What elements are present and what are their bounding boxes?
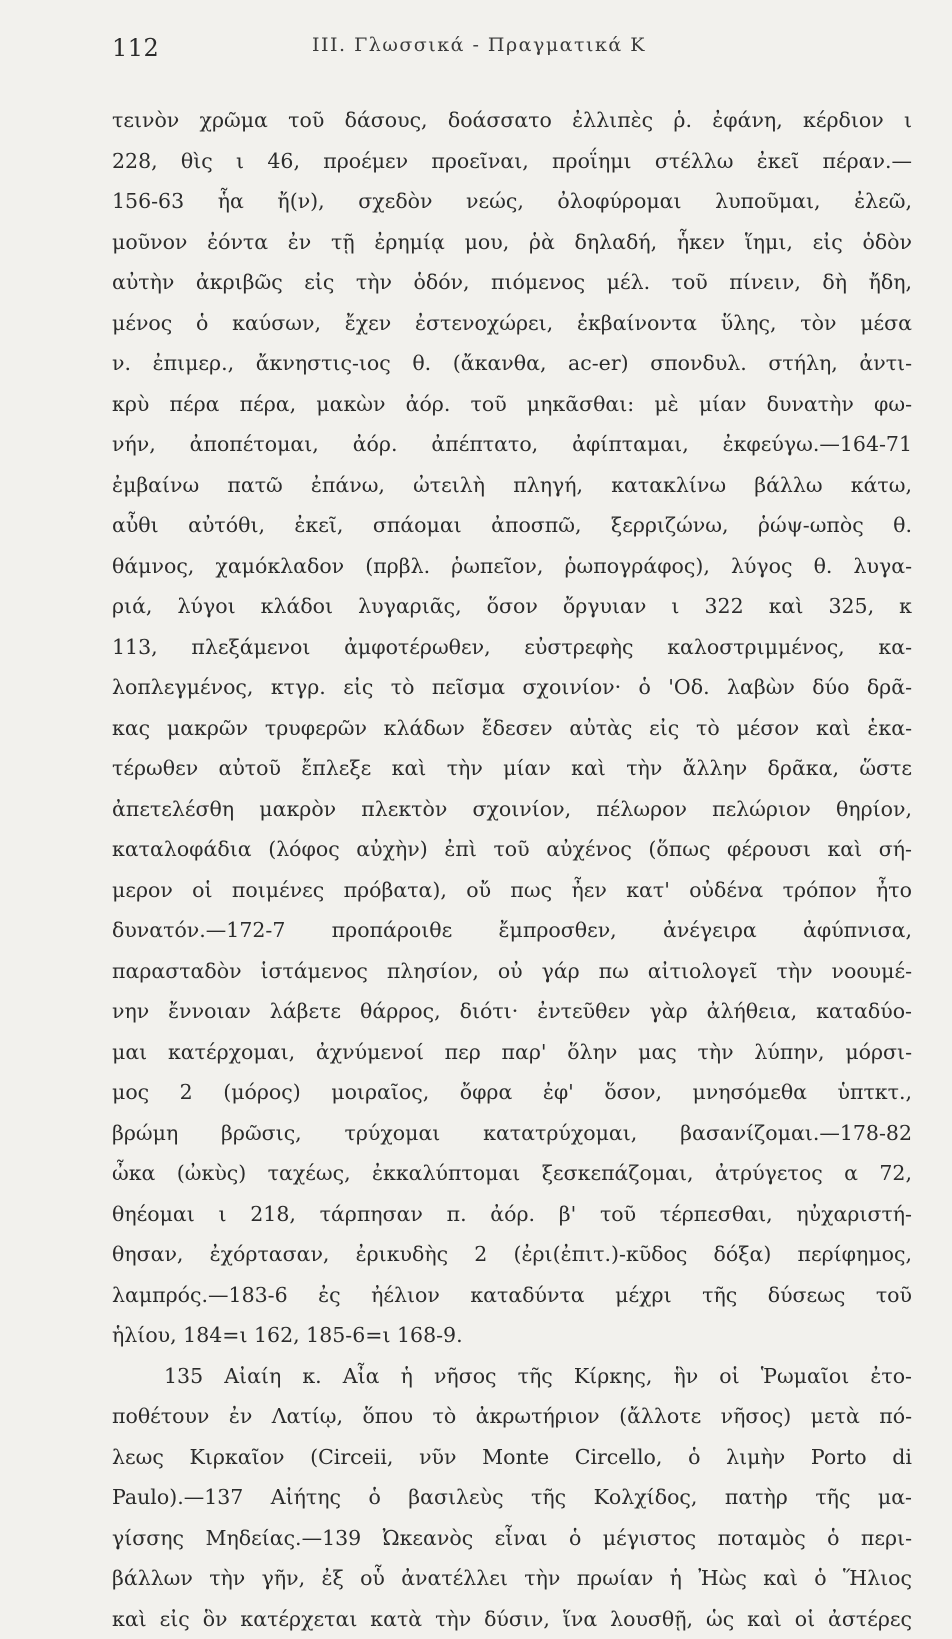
text-line: ἐμβαίνω πατῶ ἐπάνω, ὠτειλὴ πληγή, κατακλίνω βάλλω κάτω, (112, 465, 912, 506)
text-line: 113, πλεξάμενοι ἀμφοτέρωθεν, εὐστρεφὴς καλοστριμμένος, κα- (112, 627, 912, 668)
text-line: θάμνος, χαμόκλαδον (πρβλ. ῥωπεῖον, ῥωπογράφος), λύγος θ. λυγα- (112, 546, 912, 587)
text-line: παρασταδὸν ἱστάμενος πλησίον, οὐ γάρ πω αἰτιολογεῖ τὴν νοουμέ- (112, 951, 912, 992)
text-line: αὐτὴν ἀκριβῶς εἰς τὴν ὁδόν, πιόμενος μέλ. τοῦ πίνειν, δὴ ἤδη, (112, 262, 912, 303)
text-line: γίσσης Μηδείας.—139 Ὠκεανὸς εἶναι ὁ μέγιστος ποταμὸς ὁ περι- (112, 1518, 912, 1559)
text-line: 228, θὶς ι 46, προέμεν προεῖναι, προΐημι στέλλω ἐκεῖ πέραν.— (112, 141, 912, 182)
page-header (112, 34, 892, 68)
text-line: θησαν, ἐχόρτασαν, ἐρικυδὴς 2 (ἐρι(ἐπιτ.)-κῦδος δόξα) περίφημος, (112, 1234, 912, 1275)
text-line: τέρωθεν αὐτοῦ ἔπλεξε καὶ τὴν μίαν καὶ τὴν ἄλλην δρᾶκα, ὥστε (112, 748, 912, 789)
text-line: 156-63 ἧα ἤ(ν), σχεδὸν νεώς, ὀλοφύρομαι λυποῦμαι, ἐλεῶ, (112, 181, 912, 222)
text-line: μερον οἱ ποιμένες πρόβατα), οὔ πως ἦεν κατ' οὐδένα τρόπον ἦτο (112, 870, 912, 911)
text-line: αὖθι αὐτόθι, ἐκεῖ, σπάομαι ἀποσπῶ, ξερριζώνω, ῥώψ-ωπὸς θ. (112, 505, 912, 546)
text-line: Paulo).—137 Αἰήτης ὁ βασιλεὺς τῆς Κολχίδος, πατὴρ τῆς μα- (112, 1477, 912, 1518)
text-line: μαι κατέρχομαι, ἀχνύμενοί περ παρ' ὅλην μας τὴν λύπην, μόρσι- (112, 1032, 912, 1073)
text-line: κρὺ πέρα πέρα, μακὼν ἀόρ. τοῦ μηκᾶσθαι: μὲ μίαν δυνατὴν φω- (112, 384, 912, 425)
text-line: καὶ εἰς ὃν κατέρχεται κατὰ τὴν δύσιν, ἵνα λουσθῇ, ὡς καὶ οἱ ἀστέρες (112, 1599, 912, 1639)
text-line: κας μακρῶν τρυφερῶν κλάδων ἔδεσεν αὐτὰς εἰς τὸ μέσον καὶ ἑκα- (112, 708, 912, 749)
text-line: λαμπρός.—183-6 ἐς ἠέλιον καταδύντα μέχρι τῆς δύσεως τοῦ (112, 1275, 912, 1316)
commentary-text (112, 100, 912, 1639)
text-line: ὦκα (ὠκὺς) ταχέως, ἐκκαλύπτομαι ξεσκεπάζομαι, ἀτρύγετος α 72, (112, 1153, 912, 1194)
text-line: μος 2 (μόρος) μοιραῖος, ὄφρα ἐφ' ὅσον, μνησόμεθα ὑπτκτ., (112, 1072, 912, 1113)
text-line: δυνατόν.—172-7 προπάροιθε ἔμπροσθεν, ἀνέγειρα ἀφύπνισα, (112, 910, 912, 951)
page-number: 112 (112, 34, 159, 62)
running-title: ΙΙΙ. Γλωσσικά - Πραγματικά Κ (312, 34, 646, 56)
text-line: ἀπετελέσθη μακρὸν πλεκτὸν σχοινίον, πέλωρον πελώριον θηρίον, (112, 789, 912, 830)
text-line: καταλοφάδια (λόφος αὐχὴν) ἐπὶ τοῦ αὐχένος (ὅπως φέρουσι καὶ σή- (112, 829, 912, 870)
text-line: νήν, ἀποπέτομαι, ἀόρ. ἀπέπτατο, ἀφίπταμαι, ἐκφεύγω.—164-71 (112, 424, 912, 465)
paragraph-start-line: 135 Αἰαίη κ. Αἶα ἡ νῆσος τῆς Κίρκης, ἣν οἱ Ῥωμαῖοι ἐτο- (112, 1356, 912, 1397)
text-line: ριά, λύγοι κλάδοι λυγαριᾶς, ὅσον ὄργυιαν ι 322 καὶ 325, κ (112, 586, 912, 627)
text-line: μένος ὁ καύσων, ἔχεν ἐστενοχώρει, ἐκβαίνοντα ὕλης, τὸν μέσα (112, 303, 912, 344)
text-line: τεινὸν χρῶμα τοῦ δάσους, δοάσσατο ἐλλιπὲς ῥ. ἐφάνη, κέρδιον ι (112, 100, 912, 141)
text-line: λεως Κιρκαῖον (Circeii, νῦν Monte Circello, ὁ λιμὴν Porto di (112, 1437, 912, 1478)
text-line: βάλλων τὴν γῆν, ἐξ οὗ ἀνατέλλει τὴν πρωίαν ἡ Ἠὼς καὶ ὁ Ἥλιος (112, 1558, 912, 1599)
text-line: θηέομαι ι 218, τάρπησαν π. ἀόρ. β' τοῦ τέρπεσθαι, ηὐχαριστή- (112, 1194, 912, 1235)
text-line: ποθέτουν ἐν Λατίῳ, ὅπου τὸ ἀκρωτήριον (ἄλλοτε νῆσος) μετὰ πό- (112, 1396, 912, 1437)
text-line: ἡλίου, 184=ι 162, 185-6=ι 168-9. (112, 1315, 912, 1356)
text-line: βρώμη βρῶσις, τρύχομαι κατατρύχομαι, βασανίζομαι.—178-82 (112, 1113, 912, 1154)
text-line: νην ἔννοιαν λάβετε θάρρος, διότι· ἐντεῦθεν γὰρ ἀλήθεια, καταδύο- (112, 991, 912, 1032)
text-line: ν. ἐπιμερ., ἄκνηστις-ιος θ. (ἄκανθα, ac-er) σπονδυλ. στήλη, ἀντι- (112, 343, 912, 384)
text-line: λοπλεγμένος, κτγρ. εἰς τὸ πεῖσμα σχοινίον· ὁ 'Οδ. λαβὼν δύο δρᾶ- (112, 667, 912, 708)
text-line: μοῦνον ἐόντα ἐν τῇ ἐρημίᾳ μου, ῥὰ δηλαδή, ἧκεν ἵημι, εἰς ὁδὸν (112, 222, 912, 263)
